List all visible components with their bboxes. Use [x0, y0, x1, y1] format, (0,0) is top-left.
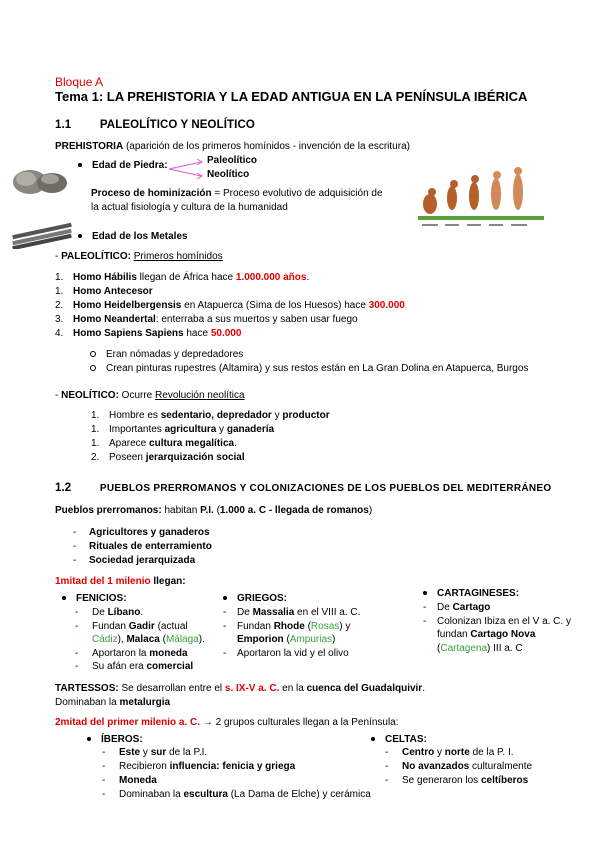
text-bold: Cartago	[452, 602, 491, 613]
iberos-l3: - Moneda	[102, 775, 157, 786]
text-bold: norte	[444, 747, 470, 758]
text: (actual	[154, 621, 188, 632]
neo-item-2	[91, 424, 274, 435]
neolitico-heading-label: NEOLÍTICO:	[61, 390, 119, 401]
text-bold: Este	[119, 747, 141, 758]
text: Su afán era	[92, 661, 147, 672]
item-number: 4.	[55, 328, 64, 339]
homo-tail: .	[306, 272, 310, 283]
cartagineses-l1: - De Cartago	[423, 602, 491, 613]
metals-image	[8, 221, 76, 249]
text-bold: escultura	[183, 789, 228, 800]
item-number: 2.	[55, 300, 64, 311]
homo-value: 50.000	[210, 328, 242, 339]
neo-text: Importantes	[109, 424, 165, 435]
item-number: 1.	[91, 424, 100, 435]
celtas-l2: - No avanzados culturalmente	[385, 761, 533, 772]
neolitico-heading	[55, 390, 245, 401]
prerro-item-2: - Rituales de enterramiento	[73, 541, 212, 552]
neo-bold: agricultura	[164, 424, 217, 435]
paleo-note-text: Crean pinturas rupestres (Altamira) y sus restos están en La Gran Dolina en Atapuerca, Burgos	[106, 363, 529, 374]
bullet	[78, 234, 82, 238]
mitad2-line	[55, 717, 399, 728]
text: (	[304, 621, 311, 632]
text-bold: Massalia	[252, 607, 295, 618]
text: .	[140, 607, 144, 618]
paleolitico-label: Paleolítico	[207, 155, 258, 166]
text-green: Cartagena	[440, 643, 488, 654]
bullet	[371, 737, 375, 741]
iberos-l1: - Este y sur de la P.I.	[102, 747, 208, 758]
paleolitico-heading	[55, 251, 223, 262]
text: (La Dama de Elche) y cerámica	[227, 789, 371, 800]
text: Aportaron la vid y el olivo	[237, 648, 349, 659]
proceso-label: Proceso de hominización	[91, 188, 212, 199]
text-bold: Gadir	[128, 621, 155, 632]
text: ).	[198, 634, 205, 645]
text: ) III a. C	[487, 643, 523, 654]
text-bold: Moneda	[119, 775, 157, 786]
text-bold: Cartago Nova	[470, 629, 536, 640]
text-bold: Rhode	[273, 621, 305, 632]
neo-item-1	[91, 410, 330, 421]
celtas-l1: - Centro y norte de la P. I.	[385, 747, 514, 758]
human-evolution-image	[418, 162, 544, 232]
bullet	[223, 596, 227, 600]
prerro-item-3: - Sociedad jerarquizada	[73, 555, 196, 566]
neolitico-label: Neolítico	[207, 169, 250, 180]
tartessos-line-2	[55, 697, 170, 708]
item-number: 1.	[91, 410, 100, 421]
text-green: Málaga	[165, 634, 199, 645]
paleo-note-text: Eran nómadas y depredadores	[106, 349, 244, 360]
griegos-title	[223, 593, 287, 604]
text-bold: metalurgia	[119, 697, 171, 708]
fenicios-l1: - De Líbano.	[75, 607, 144, 618]
item-number: 1.	[55, 272, 64, 283]
bullet	[423, 591, 427, 595]
item-number: 1.	[91, 438, 100, 449]
text: Colonizan Ibiza en el V a. C. y	[437, 616, 571, 627]
text: )	[368, 505, 373, 516]
text: culturalmente	[469, 761, 533, 772]
homo-name: Homo Hábilis	[73, 272, 137, 283]
text: Se desarrollan entre el	[118, 683, 225, 694]
homo-name: Homo Heidelbergensis	[73, 300, 182, 311]
neo-item-3	[91, 438, 237, 449]
text: De	[92, 607, 108, 618]
text: Fundan	[237, 621, 274, 632]
text: fundan	[437, 629, 471, 640]
homo-name: Homo Sapiens Sapiens	[73, 328, 184, 339]
text-bold: moneda	[149, 648, 188, 659]
tema-title: Tema 1: LA PREHISTORIA Y LA EDAD ANTIGUA EN LA PENÍNSULA IBÉRICA	[55, 89, 528, 104]
homo-text: : enterraba a sus muertos y saben usar fuego	[155, 314, 358, 325]
cartagineses-l2: - Colonizan Ibiza en el V a. C. y	[423, 616, 571, 627]
edad-piedra-label: Edad de Piedra:	[92, 160, 168, 171]
section-title: PALEOLÍTICO Y NEOLÍTICO	[99, 119, 255, 131]
homo-item-1	[55, 272, 309, 283]
fenicios-l3	[92, 634, 205, 645]
mitad1-line	[55, 576, 186, 587]
bullet	[87, 737, 91, 741]
text-bold: cuenca del Guadalquivir	[306, 683, 423, 694]
mitad1-rest: llegan:	[150, 576, 186, 587]
paleolitico-sub: Primeros homínidos	[133, 251, 223, 262]
mitad1-red: 1mitad del 1 milenio	[55, 576, 151, 587]
item-number: 2.	[91, 452, 100, 463]
homo-item-2	[55, 286, 153, 297]
cartagineses-title	[423, 588, 519, 599]
edad-metales-label: Edad de los Metales	[92, 231, 188, 242]
text-green: Cádiz	[92, 634, 118, 645]
dash: -	[55, 390, 59, 401]
iberos-l2: - Recibieron influencia: fenicia y griega	[102, 761, 296, 772]
griegos-l1: - De Massalia en el VIII a. C.	[223, 607, 361, 618]
bullet	[90, 351, 96, 357]
text-bold: P.I.	[200, 505, 214, 516]
neo-bold: productor	[282, 410, 330, 421]
neo-text: y	[216, 424, 227, 435]
text: .	[422, 683, 425, 694]
text: Fundan	[92, 621, 129, 632]
fenicios-l4: - Aportaron la moneda	[75, 648, 188, 659]
text: de la P. I.	[469, 747, 514, 758]
mitad2-rest: → 2 grupos culturales llegan a la Península:	[200, 717, 399, 728]
homo-value: 300.000	[368, 300, 405, 311]
text: (	[213, 505, 220, 516]
cartagineses-l3	[437, 629, 535, 640]
prerromanos-label: Pueblos prerromanos:	[55, 505, 162, 516]
text: ),	[117, 634, 127, 645]
homo-value: 1.000.000 años	[235, 272, 307, 283]
text-bold: Malaca	[126, 634, 160, 645]
text-bold: 1.000 a. C - llegada de romanos	[219, 505, 369, 516]
item-number: 1.	[55, 286, 64, 297]
proceso-text1: = Proceso evolutivo de adquisición de	[211, 188, 383, 199]
prehistoria-line	[55, 141, 410, 152]
neo-text: Hombre es	[109, 410, 161, 421]
arrows-icon	[167, 157, 207, 181]
stone-tools-image	[10, 162, 70, 196]
celtas-title	[371, 734, 427, 745]
homo-text: hace	[183, 328, 211, 339]
prerromanos-line	[55, 505, 372, 516]
fenicios-l2: - Fundan Gadir (actual	[75, 621, 188, 632]
celtas-label: CELTAS:	[385, 734, 427, 745]
homo-text: en Atapuerca (Sima de los Huesos) hace	[181, 300, 369, 311]
text: en la	[279, 683, 307, 694]
text-bold: comercial	[146, 661, 194, 672]
text: Aportaron la	[92, 648, 150, 659]
neo-bold: sedentario, depredador	[160, 410, 272, 421]
proceso-text2: la actual fisiología y cultura de la humanidad	[91, 202, 288, 213]
text-bold: celtíberos	[480, 775, 529, 786]
text-green: Rosas	[310, 621, 340, 632]
neo-item-4	[91, 452, 245, 463]
griegos-l2: - Fundan Rhode (Rosas) y	[223, 621, 351, 632]
proceso-hominizacion	[91, 188, 383, 199]
text: (	[437, 643, 441, 654]
paleo-note-1	[90, 349, 243, 360]
text-bold: Centro	[402, 747, 435, 758]
text: ) y	[339, 621, 351, 632]
text: en el VIII a. C.	[294, 607, 361, 618]
section-number: 1.1	[55, 119, 72, 131]
iberos-title	[87, 734, 143, 745]
text-bold: influencia: fenicia y griega	[169, 761, 296, 772]
text: habitan	[161, 505, 201, 516]
homo-item-4	[55, 314, 358, 325]
prerro-item-text: Agricultores y ganaderos	[89, 527, 210, 538]
text: Recibieron	[119, 761, 170, 772]
text-red: s. IX-V a. C.	[224, 683, 280, 694]
iberos-l4: - Dominaban la escultura (La Dama de Elche) y cerámica	[102, 789, 371, 800]
dash: -	[55, 251, 59, 262]
text: )	[332, 634, 336, 645]
section-title: PUEBLOS PRERROMANOS Y COLONIZACIONES DE LOS PUEBLOS DEL MEDITERRÁNEO	[99, 483, 552, 494]
bloque-label: Bloque A	[55, 75, 104, 89]
fenicios-title	[62, 593, 127, 604]
text: Dominaban la	[55, 697, 120, 708]
text: De	[437, 602, 453, 613]
neo-bold: jerarquización social	[145, 452, 245, 463]
paleolitico-heading-label: PALEOLÍTICO:	[61, 251, 131, 262]
homo-text: llegan de África hace	[136, 272, 236, 283]
text: de la P.I.	[166, 747, 208, 758]
prehistoria-desc: (aparición de los primeros homínidos - invención de la escritura)	[123, 141, 410, 152]
text-bold: sur	[150, 747, 167, 758]
text: (	[283, 634, 290, 645]
tartessos-line	[55, 683, 425, 694]
neo-text: .	[234, 438, 237, 449]
tartessos-label: TARTESSOS:	[55, 683, 119, 694]
bullet	[90, 365, 96, 371]
bullet	[62, 596, 66, 600]
text: De	[237, 607, 253, 618]
neo-text: y	[271, 410, 283, 421]
text: y	[140, 747, 151, 758]
edad-piedra	[78, 160, 168, 171]
section-1-1-heading	[55, 119, 255, 131]
homo-item-5	[55, 328, 241, 339]
text-bold: Líbano	[107, 607, 141, 618]
cartagineses-label: CARTAGINESES:	[437, 588, 520, 599]
text-bold: No avanzados	[402, 761, 470, 772]
prerro-item-text: Rituales de enterramiento	[89, 541, 212, 552]
text: Dominaban la	[119, 789, 184, 800]
neo-text: Poseen	[109, 452, 146, 463]
celtas-l3: - Se generaron los celtíberos	[385, 775, 529, 786]
section-1-2-heading	[55, 482, 551, 494]
prehistoria-label: PREHISTORIA	[55, 141, 124, 152]
text: y	[434, 747, 445, 758]
homo-name: Homo Neandertal	[73, 314, 156, 325]
griegos-l3	[237, 634, 335, 645]
text-green: Ampurias	[289, 634, 333, 645]
edad-metales	[78, 231, 188, 242]
neo-bold: ganadería	[226, 424, 275, 435]
section-number: 1.2	[55, 482, 72, 494]
mitad2-red: 2mitad del primer milenio a. C.	[55, 717, 201, 728]
fenicios-label: FENICIOS:	[76, 593, 127, 604]
prerro-item-1: - Agricultores y ganaderos	[73, 527, 210, 538]
griegos-l4: - Aportaron la vid y el olivo	[223, 648, 349, 659]
griegos-label: GRIEGOS:	[237, 593, 288, 604]
homo-item-3	[55, 300, 405, 311]
text-bold: Emporion	[237, 634, 284, 645]
homo-name: Homo Antecesor	[73, 286, 153, 297]
text: (	[159, 634, 166, 645]
neolitico-sub: Revolución neolítica	[155, 390, 245, 401]
fenicios-l5: - Su afán era comercial	[75, 661, 194, 672]
iberos-label: ÍBEROS:	[101, 734, 143, 745]
bullet	[78, 163, 82, 167]
paleo-note-2	[90, 363, 528, 374]
neo-text: Aparece	[109, 438, 150, 449]
prerro-item-text: Sociedad jerarquizada	[89, 555, 196, 566]
cartagineses-l4	[437, 643, 523, 654]
neo-bold: cultura megalítica	[149, 438, 235, 449]
item-number: 3.	[55, 314, 64, 325]
text: Se generaron los	[402, 775, 481, 786]
neolitico-pre: Ocurre	[118, 390, 156, 401]
